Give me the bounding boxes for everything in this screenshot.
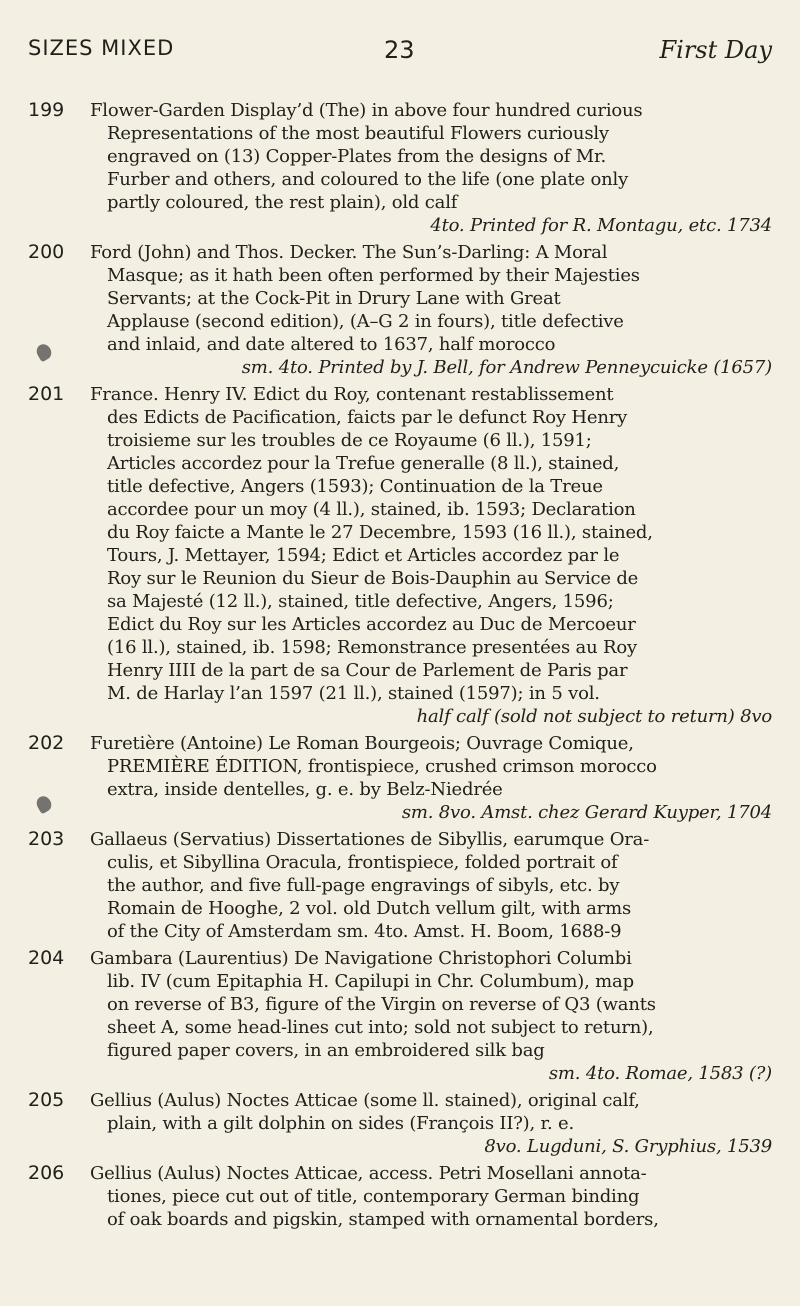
entry-line: Gambara (Laurentius) De Navigatione Christophori Columbi bbox=[90, 948, 632, 969]
lot-number: 206 bbox=[28, 1162, 65, 1184]
lot-number: 200 bbox=[28, 241, 65, 263]
entry-line: Roy sur le Reunion du Sieur de Bois-Dauphin au Service de bbox=[107, 568, 639, 589]
entry-line: troisieme sur les troubles de ce Royaume (6 ll.), 1591; bbox=[107, 430, 592, 451]
entry-line: partly coloured, the rest plain), old calf bbox=[107, 192, 458, 213]
entry-line: Henry IIII de la part de sa Cour de Parlement de Paris par bbox=[107, 660, 628, 681]
entry-line: lib. IV (cum Epitaphia H. Capilupi in Chr. Columbum), map bbox=[107, 971, 634, 992]
entry-line: du Roy faicte a Mante le 27 Decembre, 1593 (16 ll.), stained, bbox=[107, 522, 653, 543]
catalogue-entry bbox=[0, 241, 800, 379]
catalogue-entry bbox=[0, 383, 800, 728]
entry-line: sheet A, some head-lines cut into; sold not subject to return), bbox=[107, 1017, 654, 1038]
entry-line: half calf (sold not subject to return) 8vo bbox=[416, 706, 772, 727]
lot-number: 203 bbox=[28, 828, 65, 850]
entry-line: sa Majesté (12 ll.), stained, title defective, Angers, 1596; bbox=[107, 591, 614, 612]
entry-line: Furber and others, and coloured to the life (one plate only bbox=[107, 169, 629, 190]
entry-text bbox=[90, 947, 772, 1085]
catalogue-entry bbox=[0, 1162, 800, 1231]
entry-line: M. de Harlay l’an 1597 (21 ll.), stained (1597); in 5 vol. bbox=[107, 683, 600, 704]
header-day: First Day bbox=[659, 36, 772, 64]
catalogue-entry bbox=[0, 99, 800, 237]
entry-line: sm. 8vo. Amst. chez Gerard Kuyper, 1704 bbox=[401, 802, 772, 823]
entry-line: the author, and five full-page engravings of sibyls, etc. by bbox=[107, 875, 620, 896]
lot-number: 205 bbox=[28, 1089, 65, 1111]
entry-text bbox=[90, 241, 772, 379]
entry-line: and inlaid, and date altered to 1637, half morocco bbox=[107, 334, 556, 355]
lot-number: 199 bbox=[28, 99, 65, 121]
entry-line: figured paper covers, in an embroidered silk bag bbox=[107, 1040, 545, 1061]
entry-line: Gellius (Aulus) Noctes Atticae (some ll. stained), original calf, bbox=[90, 1090, 640, 1111]
catalogue-entry bbox=[0, 1089, 800, 1158]
entry-line: plain, with a gilt dolphin on sides (François II?), r. e. bbox=[107, 1113, 574, 1134]
entry-text bbox=[90, 1089, 772, 1158]
entry-line: Edict du Roy sur les Articles accordez au Duc de Mercoeur bbox=[107, 614, 636, 635]
page-number: 23 bbox=[384, 36, 415, 64]
entry-line: PREMIÈRE ÉDITION, frontispiece, crushed crimson morocco bbox=[107, 756, 657, 777]
entry-text bbox=[90, 99, 772, 237]
catalogue-entry bbox=[0, 732, 800, 824]
entry-line: extra, inside dentelles, g. e. by Belz-Niedrée bbox=[107, 779, 503, 800]
entry-line: of the City of Amsterdam sm. 4to. Amst. H. Boom, 1688-9 bbox=[107, 921, 622, 942]
entry-line: Ford (John) and Thos. Decker. The Sun’s-Darling: A Moral bbox=[90, 242, 608, 263]
header-section: SIZES MIXED bbox=[28, 36, 175, 60]
lot-number: 202 bbox=[28, 732, 65, 754]
entry-line: Tours, J. Mettayer, 1594; Edict et Articles accordez par le bbox=[107, 545, 620, 566]
entry-line: Gallaeus (Servatius) Dissertationes de Sibyllis, earumque Ora- bbox=[90, 829, 650, 850]
entry-text bbox=[90, 1162, 772, 1231]
entry-line: title defective, Angers (1593); Continuation de la Treue bbox=[107, 476, 603, 497]
entry-line: Articles accordez pour la Trefue generalle (8 ll.), stained, bbox=[107, 453, 620, 474]
entry-line: Gellius (Aulus) Noctes Atticae, access. Petri Mosellani annota- bbox=[90, 1163, 647, 1184]
catalogue-entry bbox=[0, 947, 800, 1085]
entry-line: sm. 4to. Printed by J. Bell, for Andrew Penneycuicke (1657) bbox=[241, 357, 772, 378]
entry-line: 4to. Printed for R. Montagu, etc. 1734 bbox=[430, 215, 772, 236]
entry-line: Servants; at the Cock-Pit in Drury Lane with Great bbox=[107, 288, 561, 309]
entry-line: Romain de Hooghe, 2 vol. old Dutch vellum gilt, with arms bbox=[107, 898, 631, 919]
entry-line: des Edicts de Pacification, faicts par le defunct Roy Henry bbox=[107, 407, 628, 428]
entry-text bbox=[90, 732, 772, 824]
lot-number: 201 bbox=[28, 383, 65, 405]
entry-line: accordee pour un moy (4 ll.), stained, ib. 1593; Declaration bbox=[107, 499, 636, 520]
entry-line: of oak boards and pigskin, stamped with ornamental borders, bbox=[107, 1209, 659, 1230]
entry-line: tiones, piece cut out of title, contemporary German binding bbox=[107, 1186, 640, 1207]
entry-line: culis, et Sibyllina Oracula, frontispiece, folded portrait of bbox=[107, 852, 618, 873]
running-header bbox=[0, 36, 800, 76]
entry-line: engraved on (13) Copper-Plates from the designs of Mr. bbox=[107, 146, 606, 167]
entry-line: Masque; as it hath been often performed by their Majesties bbox=[107, 265, 640, 286]
entry-line: Applause (second edition), (A–G 2 in fours), title defective bbox=[107, 311, 624, 332]
entry-text bbox=[90, 828, 772, 943]
catalogue-entry bbox=[0, 828, 800, 943]
lot-number: 204 bbox=[28, 947, 65, 969]
entry-line: 8vo. Lugduni, S. Gryphius, 1539 bbox=[484, 1136, 772, 1157]
catalogue-entries bbox=[0, 99, 800, 1235]
entry-line: Flower-Garden Display’d (The) in above four hundred curious bbox=[90, 100, 643, 121]
entry-line: sm. 4to. Romae, 1583 (?) bbox=[548, 1063, 772, 1084]
entry-line: France. Henry IV. Edict du Roy, contenant restablissement bbox=[90, 384, 614, 405]
entry-line: Representations of the most beautiful Flowers curiously bbox=[107, 123, 609, 144]
entry-line: (16 ll.), stained, ib. 1598; Remonstrance presentées au Roy bbox=[107, 637, 637, 658]
entry-text bbox=[90, 383, 772, 728]
entry-line: on reverse of B3, figure of the Virgin on reverse of Q3 (wants bbox=[107, 994, 656, 1015]
entry-line: Furetière (Antoine) Le Roman Bourgeois; Ouvrage Comique, bbox=[90, 733, 634, 754]
